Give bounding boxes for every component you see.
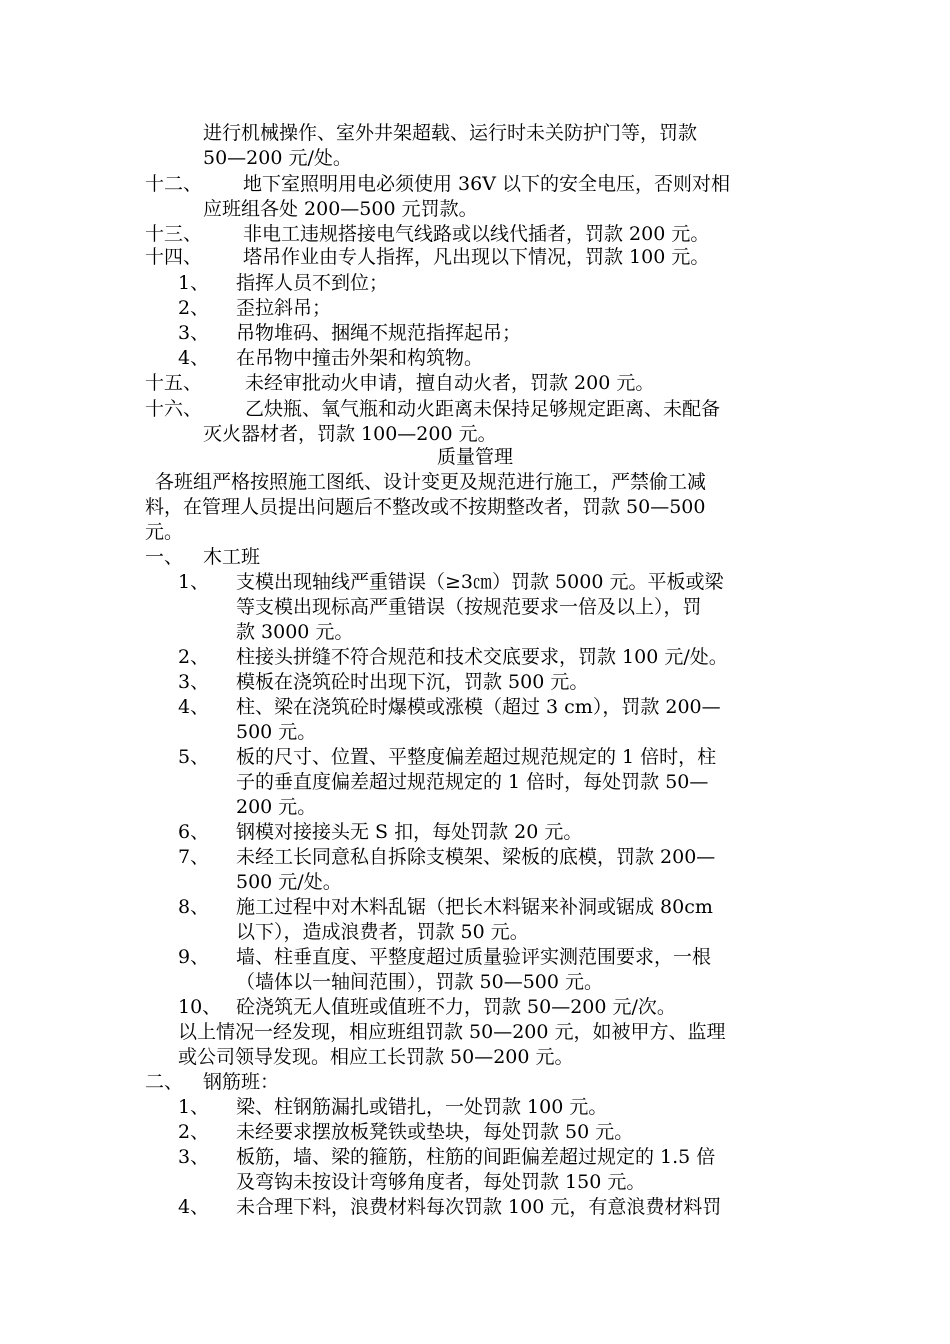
text-line: 应班组各处 200—500 元罚款。: [203, 198, 478, 220]
item-number: 4、: [178, 1196, 210, 1218]
item-number: 1、: [178, 571, 210, 593]
text-line: 地下室照明用电必须使用 36V 以下的安全电压，否则对相: [243, 173, 730, 195]
text-line: 在吊物中撞击外架和构筑物。: [236, 347, 484, 369]
item-number: 十三、: [145, 223, 203, 245]
item-number: 6、: [178, 821, 210, 843]
text-line: 吊物堆码、捆绳不规范指挥起吊；: [236, 322, 522, 344]
text-line: 柱接头拼缝不符合规范和技术交底要求，罚款 100 元/处。: [236, 646, 728, 668]
text-line: 柱、梁在浇筑砼时爆模或涨模（超过 3 cm），罚款 200—: [236, 696, 721, 718]
text-line: 支模出现轴线严重错误（≥3㎝）罚款 5000 元。平板或梁: [236, 571, 724, 593]
text-line: 施工过程中对木料乱锯（把长木料锯来补洞或锯成 80cm: [236, 896, 713, 918]
text-line: 进行机械操作、室外井架超载、运行时未关防护门等，罚款: [203, 122, 698, 144]
item-number: 2、: [178, 1121, 210, 1143]
item-number: 3、: [178, 322, 210, 344]
item-number: 5、: [178, 746, 210, 768]
item-number: 4、: [178, 696, 210, 718]
text-line: 50—200 元/处。: [203, 147, 352, 169]
text-line: 钢模对接接头无 S 扣，每处罚款 20 元。: [236, 821, 583, 843]
text-line: 未经工长同意私自拆除支模架、梁板的底模，罚款 200—: [236, 846, 716, 868]
item-number: 2、: [178, 646, 210, 668]
text-line: 料，在管理人员提出问题后不整改或不按期整改者，罚款 50—500: [145, 496, 706, 518]
item-number: 十六、: [145, 398, 203, 420]
item-number: 10、: [178, 996, 222, 1018]
text-line: 塔吊作业由专人指挥，凡出现以下情况，罚款 100 元。: [243, 246, 710, 268]
text-line: 未经要求摆放板凳铁或垫块，每处罚款 50 元。: [236, 1121, 634, 1143]
item-number: 十二、: [145, 173, 203, 195]
text-line: 板的尺寸、位置、平整度偏差超过规范规定的 1 倍时，柱: [236, 746, 717, 768]
text-line: 以上情况一经发现，相应班组罚款 50—200 元，如被甲方、监理: [178, 1021, 726, 1043]
text-line: 板筋，墙、梁的箍筋，柱筋的间距偏差超过规定的 1.5 倍: [236, 1146, 716, 1168]
text-line: 墙、柱垂直度、平整度超过质量验评实测范围要求，一根: [236, 946, 712, 968]
text-line: 未经审批动火申请，擅自动火者，罚款 200 元。: [245, 372, 655, 394]
text-line: 梁、柱钢筋漏扎或错扎，一处罚款 100 元。: [236, 1096, 608, 1118]
item-number: 7、: [178, 846, 210, 868]
text-line: 200 元。: [236, 796, 317, 818]
text-line: 未合理下料，浪费材料每次罚款 100 元，有意浪费材料罚: [236, 1196, 722, 1218]
text-line: 款 3000 元。: [236, 621, 354, 643]
text-line: 指挥人员不到位；: [236, 272, 389, 294]
text-line: （墙体以一轴间范围），罚款 50—500 元。: [236, 971, 604, 993]
text-line: 或公司领导发现。相应工长罚款 50—200 元。: [178, 1046, 574, 1068]
item-number: 二、: [145, 1071, 184, 1093]
item-number: 9、: [178, 946, 210, 968]
text-line: 500 元/处。: [236, 871, 342, 893]
item-number: 3、: [178, 671, 210, 693]
text-line: 以下），造成浪费者，罚款 50 元。: [236, 921, 529, 943]
item-number: 十四、: [145, 246, 203, 268]
item-number: 4、: [178, 347, 210, 369]
item-number: 3、: [178, 1146, 210, 1168]
text-line: 及弯钩未按设计弯够角度者，每处罚款 150 元。: [236, 1171, 646, 1193]
item-number: 1、: [178, 272, 210, 294]
text-line: 木工班: [203, 546, 261, 568]
text-line: 模板在浇筑砼时出现下沉，罚款 500 元。: [236, 671, 589, 693]
item-number: 一、: [145, 546, 184, 568]
text-line: 非电工违规搭接电气线路或以线代插者，罚款 200 元。: [243, 223, 710, 245]
item-number: 8、: [178, 896, 210, 918]
text-line: 元。: [145, 521, 184, 543]
text-line: 各班组严格按照施工图纸、设计变更及规范进行施工，严禁偷工减: [155, 471, 707, 493]
text-line: 等支模出现标高严重错误（按规范要求一倍及以上），罚: [236, 596, 702, 618]
text-line: 砼浇筑无人值班或值班不力，罚款 50—200 元/次。: [236, 996, 676, 1018]
text-line: 灭火器材者，罚款 100—200 元。: [203, 423, 497, 445]
item-number: 1、: [178, 1096, 210, 1118]
item-number: 十五、: [145, 372, 203, 394]
text-line: 钢筋班：: [203, 1071, 280, 1093]
item-number: 2、: [178, 297, 210, 319]
text-line: 乙炔瓶、氧气瓶和动火距离未保持足够规定距离、未配备: [245, 398, 721, 420]
text-line: 子的垂直度偏差超过规范规定的 1 倍时，每处罚款 50—: [236, 771, 709, 793]
text-line: 500 元。: [236, 721, 317, 743]
section-heading: 质量管理: [436, 446, 513, 468]
text-line: 歪拉斜吊；: [236, 297, 332, 319]
